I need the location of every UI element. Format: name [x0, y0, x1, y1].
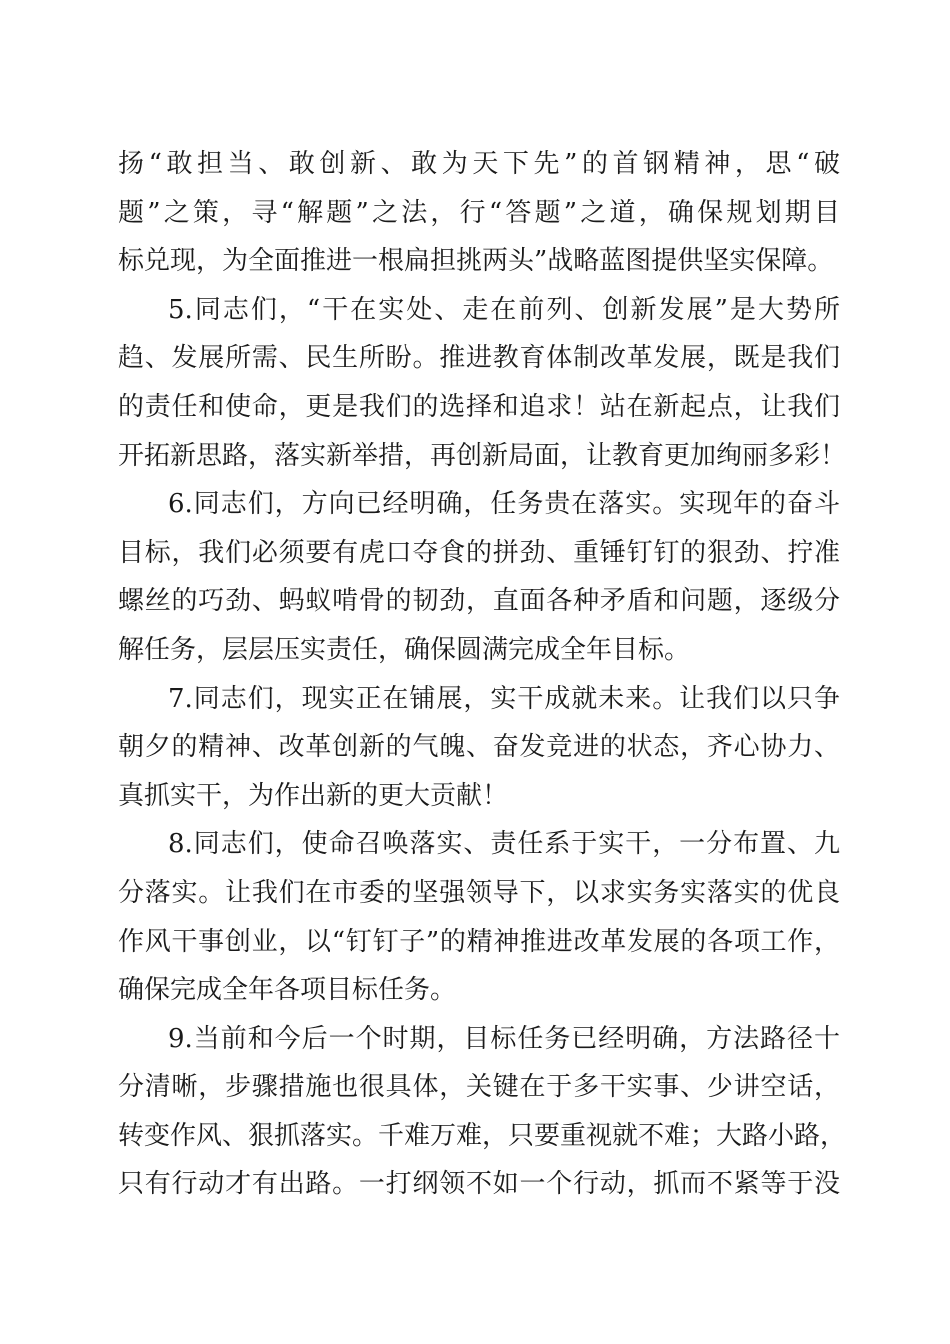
paragraph-first-line: 9.当前和今后一个时期，目标任务已经明确，方法路径十: [168, 1023, 840, 1054]
paragraph-first-line: 7.同志们，现实正在铺展，实干成就未来。让我们以只争: [168, 683, 840, 714]
text-line: 转变作风、狠抓落实。千难万难，只要重视就不难；大路小路，: [118, 1120, 847, 1151]
text-line: 真抓实干，为作出新的更大贡献！: [118, 780, 509, 811]
text-line: 目标，我们必须要有虎口夺食的拼劲、重锤钉钉的狠劲、拧准: [118, 537, 840, 568]
text-line: 题”之策，寻“解题”之法，行“答题”之道，确保规划期目: [118, 197, 840, 228]
text-line: 分清晰，步骤措施也很具体，关键在于多干实事、少讲空话，: [118, 1072, 840, 1103]
paragraph-first-line: 5.同志们，“干在实处、走在前列、创新发展”是大势所: [168, 294, 840, 325]
text-line: 的责任和使命，更是我们的选择和追求！站在新起点，让我们: [118, 391, 840, 422]
text-line: 趋、发展所需、民生所盼。推进教育体制改革发展，既是我们: [118, 343, 840, 374]
paragraph-first-line: 6.同志们，方向已经明确，任务贵在落实。实现年的奋斗: [168, 489, 840, 520]
text-line: 螺丝的巧劲、蚂蚁啃骨的韧劲，直面各种矛盾和问题，逐级分: [118, 586, 840, 617]
text-line: 开拓新思路，落实新举措，再创新局面，让教育更加绚丽多彩！: [118, 440, 847, 471]
paragraph-first-line: 8.同志们，使命召唤落实、责任系于实干，一分布置、九: [168, 829, 840, 860]
document-body: [118, 140, 847, 1209]
text-line: 作风干事创业，以“钉钉子”的精神推进改革发展的各项工作，: [118, 926, 840, 957]
text-line: 朝夕的精神、改革创新的气魄、奋发竞进的状态，齐心协力、: [118, 732, 840, 763]
text-line: 分落实。让我们在市委的坚强领导下，以求实务实落实的优良: [118, 877, 840, 908]
text-line: 确保完成全年各项目标任务。: [118, 975, 457, 1006]
text-line: 只有行动才有出路。一打纲领不如一个行动，抓而不紧等于没: [118, 1169, 840, 1200]
text-line: 扬“敢担当、敢创新、敢为天下先”的首钢精神，思“破: [118, 149, 840, 179]
text-line: 解任务，层层压实责任，确保圆满完成全年目标。: [118, 634, 691, 665]
text-line: 标兑现，为全面推进一根扁担挑两头”战略蓝图提供坚实保障。: [118, 246, 834, 277]
